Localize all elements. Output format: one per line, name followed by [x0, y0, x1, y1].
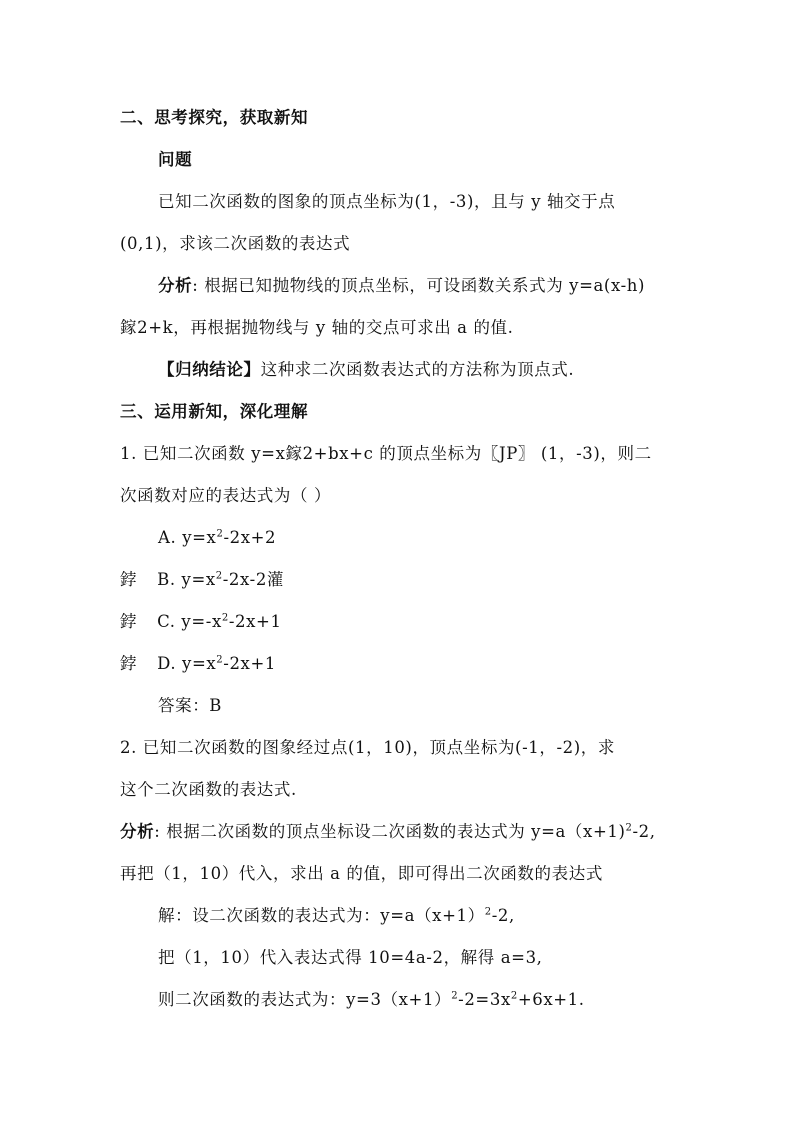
- question-1-line-1: 1. 已知二次函数 y=x鎵2+bx+c 的顶点坐标为〖JP〗 (1，-3)，则二: [120, 444, 652, 463]
- solution-line-3-text-1: 则二次函数的表达式为：y=3（x+1）: [158, 990, 452, 1009]
- problem-title: 问题: [158, 150, 193, 169]
- section-heading-2: 二、思考探究，获取新知: [120, 108, 309, 127]
- conclusion-label: 【归纳结论】: [158, 360, 261, 379]
- solution-line-2: 把（1，10）代入表达式得 10=4a-2，解得 a=3,: [158, 948, 543, 967]
- solution-line-3-text-3: +6x+1.: [517, 990, 585, 1009]
- option-a-exponent: 2: [216, 528, 224, 540]
- problem-line-1: 已知二次函数的图象的顶点坐标为(1，-3)，且与 y 轴交于点: [158, 192, 616, 211]
- analysis-line-1: [158, 274, 645, 298]
- answer-line: 答案：B: [158, 696, 223, 715]
- analysis-label: 分析: [158, 276, 193, 295]
- solution-line-3-text-2: -2=3x: [458, 990, 511, 1009]
- q2-analysis-exponent: 2: [625, 822, 633, 834]
- q2-analysis-text-2: -2,: [632, 822, 656, 841]
- option-c-prefix: 鋍: [120, 612, 138, 631]
- option-d-text-1: D. y=x: [157, 654, 217, 673]
- solution-line-3-exponent-2: 2: [510, 990, 518, 1002]
- conclusion-line: [158, 358, 574, 382]
- option-b-text-1: B. y=x: [157, 570, 216, 589]
- problem-line-2: (0,1)，求该二次函数的表达式: [120, 234, 351, 253]
- option-a: [158, 526, 276, 550]
- solution-line-1-text-1: 解：设二次函数的表达式为：y=a（x+1）: [158, 906, 485, 925]
- q2-analysis-line-1: [120, 820, 656, 844]
- option-d-prefix: 鋍: [120, 654, 138, 673]
- option-d-exponent: 2: [216, 654, 224, 666]
- option-b-text-2: -2x-2灌: [222, 570, 285, 589]
- option-c-exponent: 2: [221, 612, 229, 624]
- q2-analysis-line-2: 再把（1，10）代入，求出 a 的值，即可得出二次函数的表达式: [120, 864, 603, 883]
- option-d-text-2: -2x+1: [223, 654, 276, 673]
- question-2-line-1: 2. 已知二次函数的图象经过点(1，10)，顶点坐标为(-1，-2)，求: [120, 738, 615, 757]
- analysis-text-1: : 根据已知抛物线的顶点坐标，可设函数关系式为 y=a(x-h): [192, 276, 646, 295]
- option-c-text-2: -2x+1: [228, 612, 282, 631]
- option-b: [120, 568, 284, 592]
- option-c: [120, 610, 282, 634]
- option-b-prefix: 鋍: [120, 570, 138, 589]
- option-a-text-1: A. y=x: [158, 528, 217, 547]
- question-2-line-2: 这个二次函数的表达式.: [120, 780, 297, 799]
- option-d: [120, 652, 276, 676]
- q2-analysis-label: 分析: [120, 822, 155, 841]
- option-b-exponent: 2: [215, 570, 223, 582]
- question-1-line-2: 次函数对应的表达式为（ ）: [120, 486, 332, 505]
- section-heading-3: 三、运用新知，深化理解: [120, 402, 309, 421]
- solution-line-1: [158, 904, 515, 928]
- conclusion-text: 这种求二次函数表达式的方法称为顶点式.: [260, 360, 575, 379]
- analysis-line-2: 鎵2+k，再根据抛物线与 y 轴的交点可求出 a 的值.: [120, 318, 514, 337]
- q2-analysis-text-1: : 根据二次函数的顶点坐标设二次函数的表达式为 y=a（x+1): [154, 822, 626, 841]
- solution-line-3: [158, 988, 585, 1012]
- option-a-text-2: -2x+2: [223, 528, 277, 547]
- solution-line-3-exponent-1: 2: [451, 990, 459, 1002]
- solution-line-1-text-2: -2,: [491, 906, 515, 925]
- option-c-text-1: C. y=-x: [157, 612, 222, 631]
- solution-line-1-exponent: 2: [484, 906, 492, 918]
